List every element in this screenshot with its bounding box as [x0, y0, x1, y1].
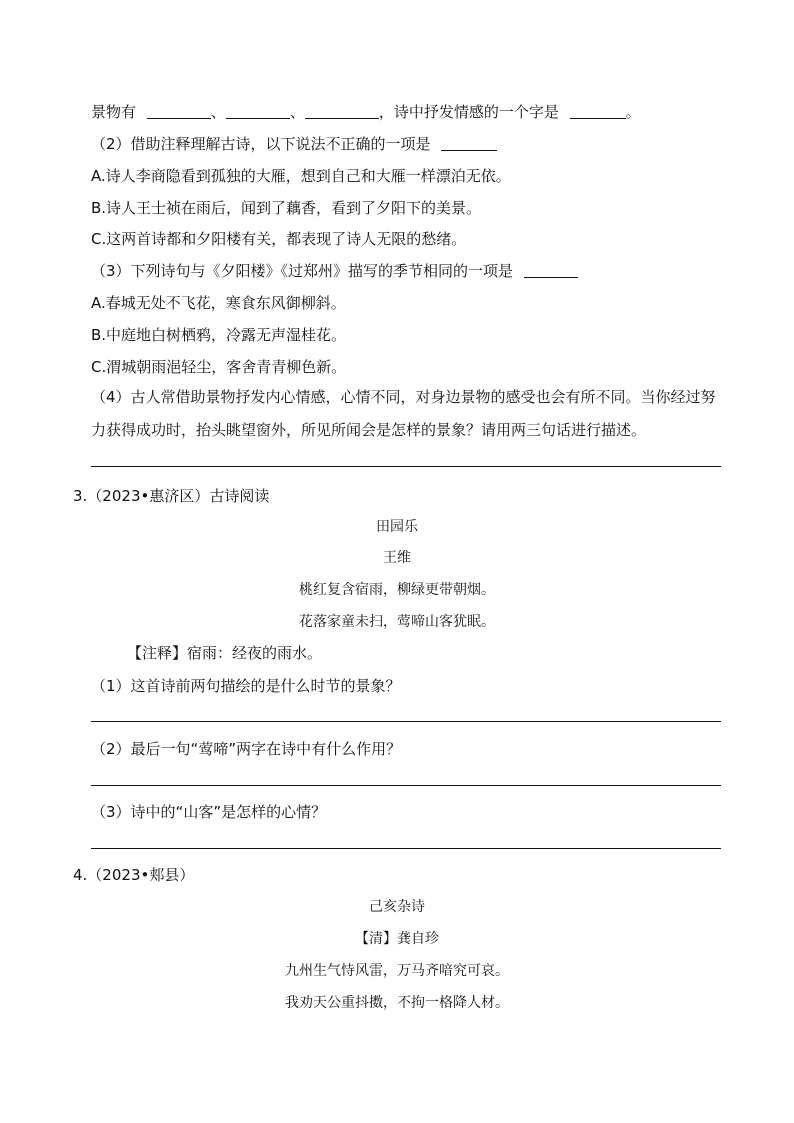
- q3-header: 3.（2023•惠济区）古诗阅读: [73, 487, 270, 505]
- option-b: B.诗人王士祯在雨后，闻到了藕香，看到了夕阳下的美景。: [91, 199, 482, 217]
- option-c: C.渭城朝雨浥轻尘，客舍青青柳色新。: [91, 358, 347, 376]
- answer-blank-1[interactable]: [147, 102, 211, 119]
- answer-blank-2[interactable]: [226, 102, 290, 119]
- option-b: B.中庭地白树栖鸦，冷露无声湿桂花。: [91, 326, 347, 344]
- q3-question-1: （1）这首诗前两句描绘的是什么时节的景象？: [91, 677, 401, 695]
- answer-blank-4[interactable]: [570, 102, 626, 119]
- q3-question-3: （3）诗中的“山客”是怎样的心情？: [91, 803, 327, 821]
- poem-line: 花落家童未扫，莺啼山客犹眠。: [299, 614, 495, 630]
- answer-blank-3[interactable]: [305, 102, 379, 119]
- q2-sub2: [91, 133, 497, 154]
- q3-question-2: （2）最后一句“莺啼”两字在诗中有什么作用？: [91, 740, 402, 758]
- separator: 、: [289, 103, 305, 121]
- poem-line: 桃红复含宿雨，柳绿更带朝烟。: [299, 582, 495, 598]
- q2-sub2-text: （2）借助注释理解古诗，以下说法不正确的一项是: [91, 135, 431, 153]
- answer-blank-sub3[interactable]: [524, 261, 578, 278]
- answer-line[interactable]: [91, 466, 721, 467]
- poem-line: 我劝天公重抖擞，不拘一格降人材。: [285, 995, 509, 1011]
- q2-sub3: [91, 260, 578, 281]
- annotation: 【注释】宿雨：经夜的雨水。: [127, 644, 323, 662]
- q2-line1-end: 。: [625, 103, 641, 121]
- answer-line[interactable]: [91, 848, 721, 849]
- separator: 、: [210, 103, 226, 121]
- option-a: A.诗人李商隐看到孤独的大雁，想到自己和大雁一样漂泊无依。: [91, 167, 511, 185]
- q2-sub4: （4）古人常借助景物抒发内心情感，心情不同，对身边景物的感受也会有所不同。当你经过努力获得成功时，抬头眺望窗外，所见所闻会是怎样的景象？请用两三句话进行描述。: [91, 388, 716, 439]
- q2-sub3-text: （3）下列诗句与《夕阳楼》《过郑州》描写的季节相同的一项是: [91, 262, 514, 280]
- poem-line: 九州生气恃风雷，万马齐喑究可哀。: [285, 963, 509, 979]
- answer-line[interactable]: [91, 785, 721, 786]
- poem-author: 【清】龚自珍: [355, 931, 439, 947]
- answer-blank-sub2[interactable]: [441, 134, 497, 151]
- poem-title: 己亥杂诗: [369, 899, 425, 915]
- option-a: A.春城无处不飞花，寒食东风御柳斜。: [91, 294, 346, 312]
- q4-header: 4.（2023•郏县）: [73, 866, 195, 884]
- option-c: C.这两首诗都和夕阳楼有关，都表现了诗人无限的愁绪。: [91, 230, 467, 248]
- answer-line[interactable]: [91, 721, 721, 722]
- poem-title: 田园乐: [376, 519, 418, 535]
- q2-line1-prefix: 景物有: [91, 103, 137, 121]
- q2-line-scenery: [91, 101, 641, 122]
- poem-author: 王维: [383, 550, 411, 566]
- q2-line1-mid: ，诗中抒发情感的一个字是: [378, 103, 559, 121]
